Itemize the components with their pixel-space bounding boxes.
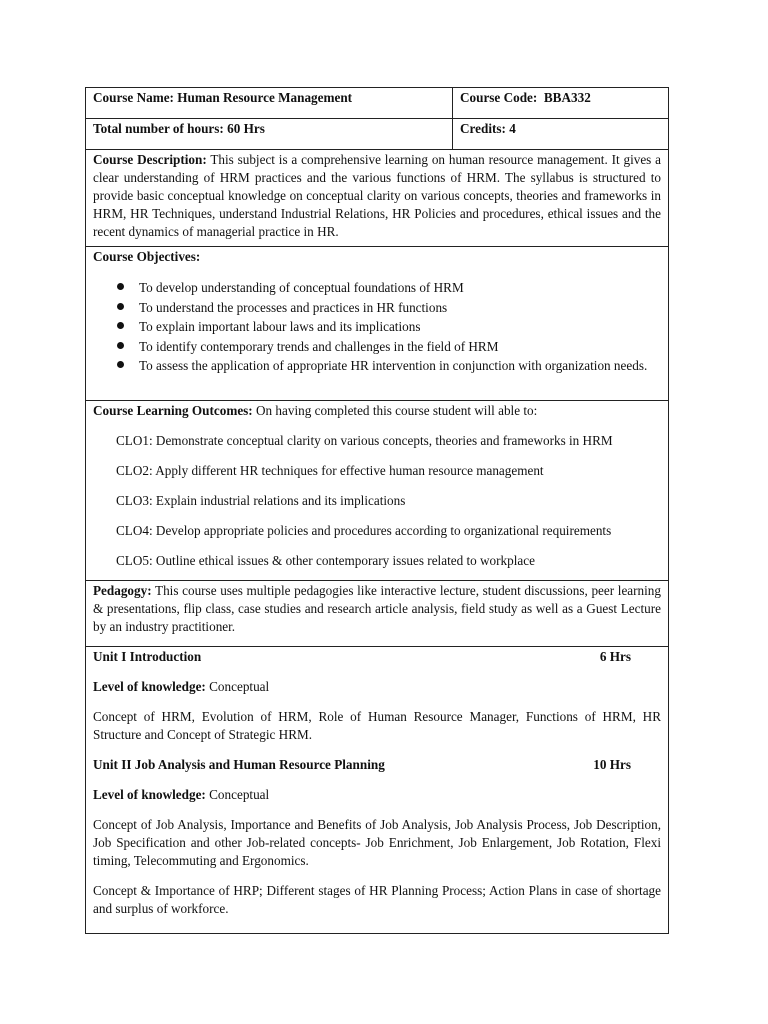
unit-1-hours: 6 Hrs [599,649,631,664]
syllabus-table [85,87,669,934]
objective-item [93,357,661,375]
objective-text: To understand the processes and practices in HR functions [139,299,448,315]
course-objectives-label: Course Objectives: [93,249,201,264]
unit-1-content: Concept of HRM, Evolution of HRM, Role of Human Resource Manager, Functions of HRM, HR Structure and Concept of Strategic HRM. [93,709,661,742]
course-description-label: Course Description: [93,152,207,167]
course-code-value: BBA332 [543,90,591,105]
course-name-row [86,88,668,119]
objective-item [93,338,661,356]
hours-row [86,119,668,150]
learning-outcomes-heading [93,401,661,420]
hours-value: 60 Hrs [227,121,265,136]
unit-2-hours: 10 Hrs [593,757,631,772]
clo-item: CLO2: Apply different HR techniques for effective human resource management [116,463,544,478]
clo-item: CLO3: Explain industrial relations and its implications [116,493,406,508]
course-name-cell [86,88,453,118]
unit-1-heading [93,648,661,666]
learning-outcomes-section [86,401,668,581]
hours-label: Total number of hours: [93,121,224,136]
pedagogy-section [86,581,668,647]
clo-item: CLO1: Demonstrate conceptual clarity on various concepts, theories and frameworks in HRM [116,433,613,448]
hours-cell [86,119,453,149]
unit-2-title: Unit II Job Analysis and Human Resource Planning [93,757,385,772]
pedagogy-label: Pedagogy: [93,583,152,598]
unit-1-title: Unit I Introduction [93,649,202,664]
objective-text: To identify contemporary trends and challenges in the field of HRM [139,338,499,354]
unit-2-content: Concept & Importance of HRP; Different stages of HR Planning Process; Action Plans in case of shortage and surplus of workforce. [93,883,661,916]
units-section [86,647,668,933]
course-name-value: Human Resource Management [177,90,353,105]
bullet-icon [117,322,124,329]
course-objectives-section [86,247,668,401]
pedagogy-text: This course uses multiple pedagogies like interactive lecture, student discussions, peer learning & presentations, flip class, case studies and research article analysis, field study as well as a Guest Lecture by an industry practitioner. [93,583,661,634]
objective-item [93,299,661,317]
bullet-icon [117,283,124,290]
unit-2-heading [93,756,661,774]
unit-2-level-label: Level of knowledge: [93,787,206,802]
objective-text: To develop understanding of conceptual foundations of HRM [139,280,464,295]
unit-1-level-label: Level of knowledge: [93,679,206,694]
course-description-section [86,150,668,247]
learning-outcomes-intro: On having completed this course student will able to: [256,403,538,418]
bullet-icon [117,361,124,368]
learning-outcomes-label: Course Learning Outcomes: [93,403,253,418]
course-code-cell [453,88,668,118]
bullet-icon [117,303,124,310]
credits-value: 4 [509,121,516,136]
objectives-list [93,279,661,375]
unit-2-level [93,786,661,804]
objective-text: To explain important labour laws and its implications [139,319,421,334]
objective-item [93,318,661,336]
unit-2-content: Concept of Job Analysis, Importance and Benefits of Job Analysis, Job Analysis Process, Job Description, Job Specification and other Job-related concepts- Job Enrichment, Job Enlargement, Job Rotation, Flexi timing, Telecommuting and Ergonomics. [93,817,661,868]
unit-1-level [93,678,661,696]
bullet-icon [117,342,124,349]
clo-item: CLO4: Develop appropriate policies and procedures according to organizational requirements [116,523,612,538]
course-code-label: Course Code: [460,90,538,105]
course-name-label: Course Name: [93,90,174,105]
unit-2-level-value: Conceptual [209,787,270,802]
course-description-text: This subject is a comprehensive learning on human resource management. It gives a clear understanding of HRM practices and the various functions of HRM. The syllabus is structured to provide basic conceptual knowledge on conceptual clarity on various concepts, theories and frameworks in HRM, HR Techniques, understand Industrial Relations, HR Policies and procedures, ethical issues and the recent dynamics of managerial practice in HR. [93,152,661,239]
credits-label: Credits: [460,121,506,136]
objective-text: To assess the application of appropriate HR intervention in conjunction with organization needs. [139,358,648,373]
objective-item [93,279,661,297]
credits-cell [453,119,668,149]
clo-item: CLO5: Outline ethical issues & other contemporary issues related to workplace [116,553,535,568]
unit-1-level-value: Conceptual [209,679,270,694]
